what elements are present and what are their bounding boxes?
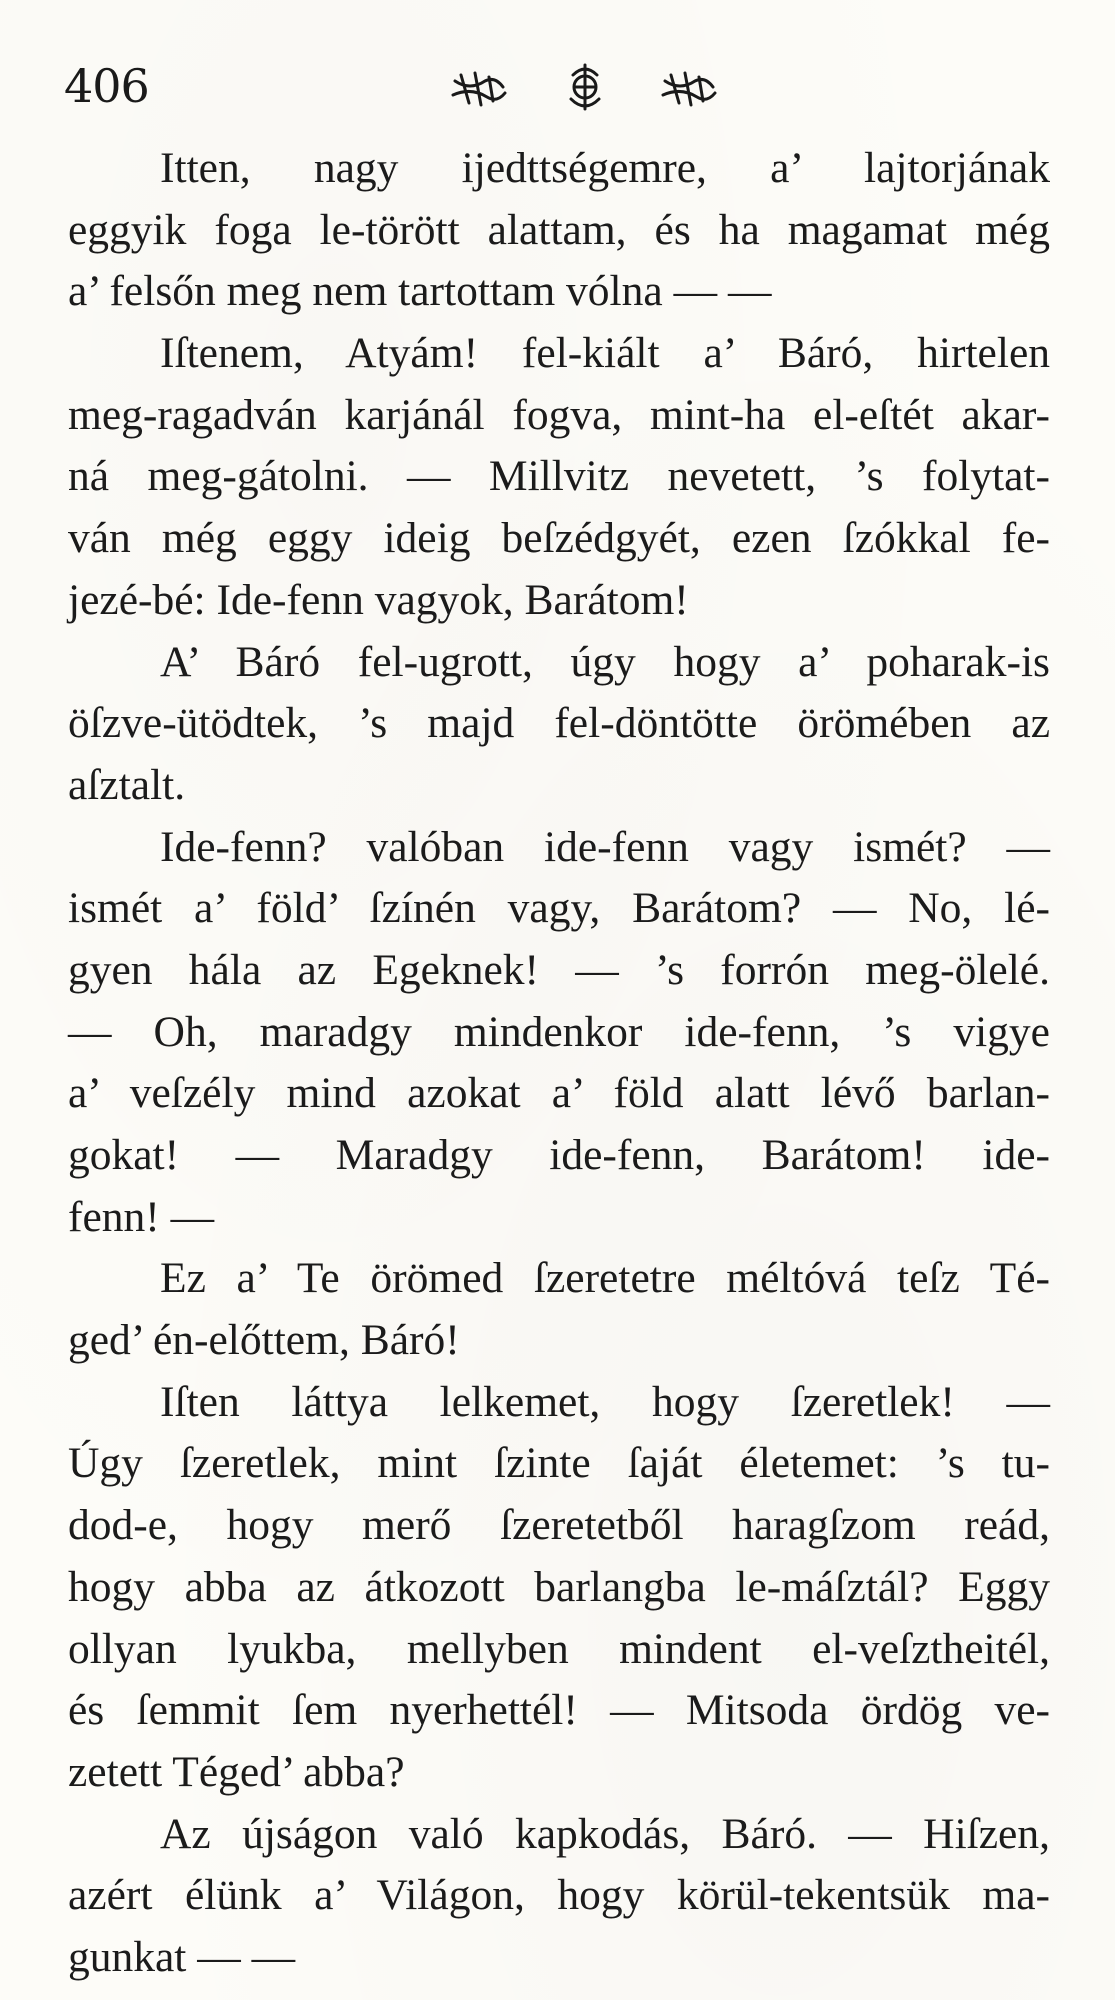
text-line: Úgy ſzeretlek, mint ſzinte ſaját életemet: ’s tu-	[68, 1439, 1050, 1488]
text-line: ná meg-gátolni. — Millvitz nevetett, ’s folytat-	[68, 452, 1050, 501]
text-line: azért élünk a’ Világon, hogy körül-tekentsük ma-	[68, 1871, 1050, 1920]
text-line: fenn! —	[68, 1192, 215, 1241]
text-line: Az újságon való kapkodás, Báró. — Hiſzen,	[160, 1809, 1050, 1858]
text-line: Ide-fenn? valóban ide-fenn vagy ismét? —	[160, 822, 1050, 871]
text-line: a’ veſzély mind azokat a’ föld alatt lévő barlan-	[68, 1069, 1050, 1118]
page-number: 406	[64, 59, 149, 113]
text-line: eggyik foga le-törött alattam, és ha magamat még	[68, 205, 1050, 254]
text-line: gunkat — —	[68, 1932, 296, 1981]
text-line: A’ Báró fel-ugrott, úgy hogy a’ poharak-is	[160, 637, 1050, 686]
body-text	[68, 138, 1050, 1989]
text-line: ged’ én-előttem, Báró!	[68, 1316, 460, 1365]
text-line: hogy abba az átkozott barlangba le-máſztál? Eggy	[68, 1562, 1050, 1611]
text-line: ollyan lyukba, mellyben mindent el-veſztheitél,	[68, 1624, 1050, 1673]
text-line: meg-ragadván karjánál fogva, mint-ha el-eſtét akar-	[68, 390, 1050, 439]
text-line: ismét a’ föld’ ſzínén vagy, Barátom? — No, lé-	[68, 884, 1050, 933]
text-line: jezé-bé: Ide-fenn vagyok, Barátom!	[68, 575, 689, 624]
text-line: öſzve-ütödtek, ’s majd fel-döntötte örömében az	[68, 699, 1050, 748]
text-line: Iſtenem, Atyám! fel-kiált a’ Báró, hirtelen	[160, 329, 1050, 378]
text-line: aſztalt.	[68, 760, 186, 809]
text-line: Itten, nagy ijedttségemre, a’ lajtorjának	[160, 144, 1050, 192]
head-ornament-icon	[425, 61, 745, 117]
text-line: gyen hála az Egeknek! — ’s forrón meg-ölelé.	[68, 945, 1050, 994]
text-line: és ſemmit ſem nyerhettél! — Mitsoda ördög ve-	[68, 1686, 1050, 1735]
text-line: Ez a’ Te örömed ſzeretetre méltóvá teſz Té-	[160, 1254, 1050, 1303]
text-line: dod-e, hogy merő ſzeretetből haragſzom reád,	[68, 1501, 1050, 1550]
text-line: zetett Téged’ abba?	[68, 1747, 405, 1796]
text-line: gokat! — Maradgy ide-fenn, Barátom! ide-	[68, 1131, 1050, 1179]
text-line: ván még eggy ideig beſzédgyét, ezen ſzókkal fe-	[68, 514, 1050, 563]
text-line: Iſten láttya lelkemet, hogy ſzeretlek! —	[160, 1377, 1050, 1426]
page-header	[60, 55, 1055, 125]
text-line: — Oh, maradgy mindenkor ide-fenn, ’s vigye	[68, 1007, 1050, 1056]
text-line: a’ felsőn meg nem tartottam vólna — —	[68, 267, 772, 316]
